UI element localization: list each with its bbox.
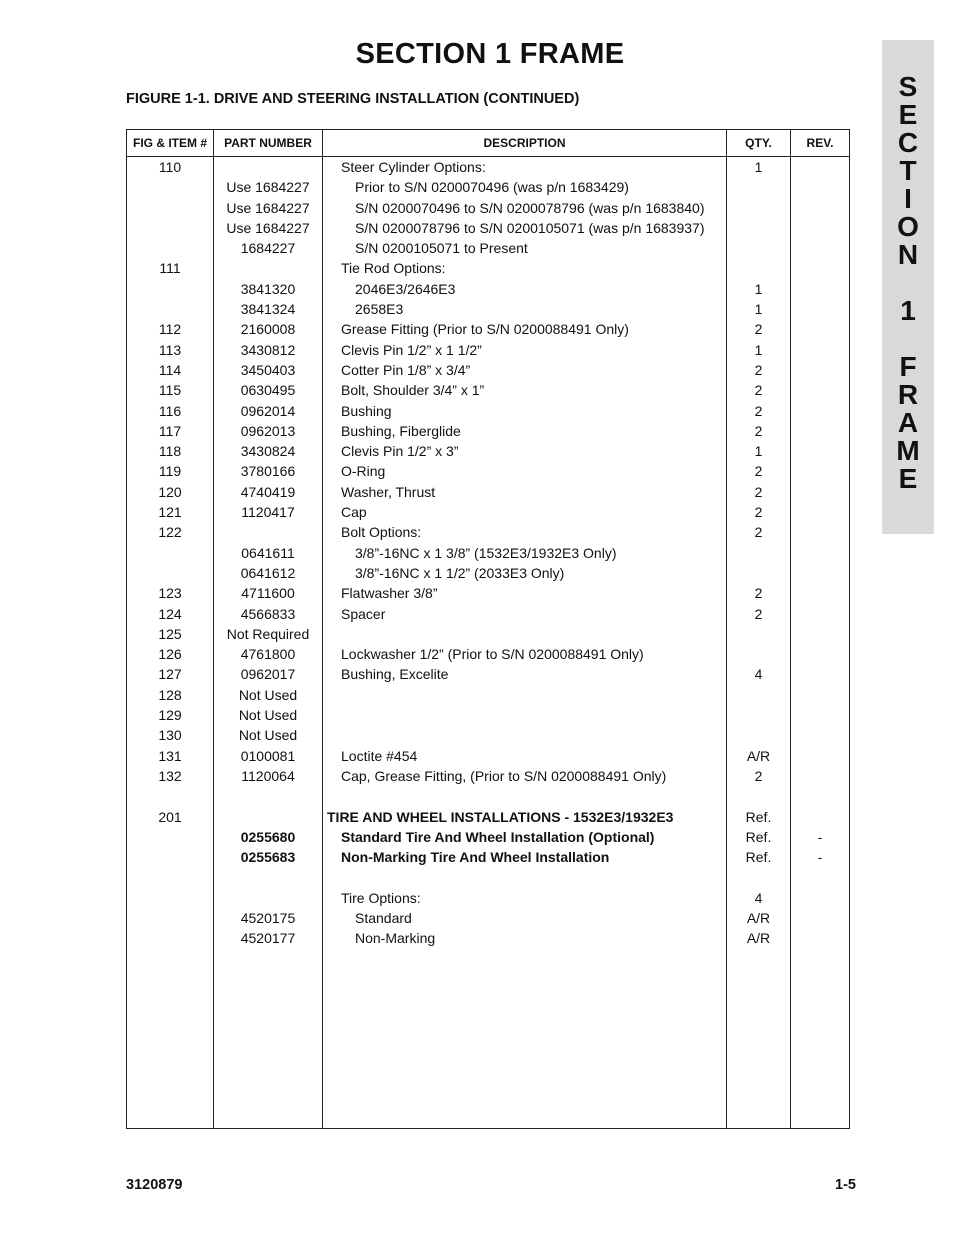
description-cell: Lockwasher 1/2” (Prior to S/N 0200088491 Only) bbox=[341, 646, 644, 663]
description-cell: 3/8”-16NC x 1 1/2” (2033E3 Only) bbox=[355, 564, 565, 581]
fig-cell: 118 bbox=[158, 443, 182, 460]
fig-cell: 113 bbox=[158, 341, 182, 358]
fig-cell: 130 bbox=[158, 727, 182, 744]
fig-cell: 117 bbox=[158, 422, 182, 439]
part-number-cell: Not Required bbox=[226, 625, 310, 642]
fig-cell: 122 bbox=[158, 524, 182, 541]
qty-cell: 1 bbox=[754, 301, 763, 318]
qty-cell: 2 bbox=[754, 483, 763, 500]
part-number-cell: 4566833 bbox=[240, 605, 296, 622]
part-number-cell: 2160008 bbox=[240, 321, 296, 338]
side-tab-letter: I bbox=[904, 183, 912, 214]
fig-cell: 131 bbox=[158, 747, 182, 764]
fig-cell: 121 bbox=[158, 504, 182, 521]
table-body bbox=[127, 157, 849, 949]
part-number-cell: 0100081 bbox=[240, 747, 296, 764]
description-cell: Clevis Pin 1/2” x 3” bbox=[341, 443, 459, 460]
part-number-cell: 0962013 bbox=[240, 422, 296, 439]
fig-cell: 127 bbox=[158, 666, 182, 683]
qty-cell: A/R bbox=[746, 909, 771, 926]
part-number-cell: 0962017 bbox=[240, 666, 296, 683]
table-row bbox=[127, 340, 849, 360]
fig-cell: 111 bbox=[159, 260, 181, 277]
qty-cell: 2 bbox=[754, 585, 763, 602]
table-row bbox=[127, 604, 849, 624]
qty-cell: 4 bbox=[754, 889, 763, 906]
side-tab-letter: E bbox=[898, 463, 918, 494]
part-number-cell: 1120064 bbox=[241, 767, 295, 784]
description-cell: O-Ring bbox=[341, 463, 386, 480]
table-row bbox=[127, 218, 849, 238]
table-row bbox=[127, 157, 849, 177]
table-row bbox=[127, 543, 849, 563]
table-row bbox=[127, 908, 849, 928]
table-row bbox=[127, 482, 849, 502]
description-cell: S/N 0200105071 to Present bbox=[355, 240, 528, 257]
table-row bbox=[127, 664, 849, 684]
fig-cell: 132 bbox=[158, 767, 182, 784]
qty-cell: 1 bbox=[754, 280, 763, 297]
table-row bbox=[127, 441, 849, 461]
fig-cell: 112 bbox=[158, 321, 182, 338]
col-header-rev: REV. bbox=[806, 136, 834, 150]
fig-cell: 126 bbox=[158, 646, 182, 663]
part-number-cell: 0255680 bbox=[240, 828, 296, 845]
table-row bbox=[127, 705, 849, 725]
description-cell: Cap, Grease Fitting, (Prior to S/N 0200088491 Only) bbox=[341, 767, 667, 784]
qty-cell: 2 bbox=[754, 504, 763, 521]
table-row bbox=[127, 827, 849, 847]
qty-cell: 2 bbox=[754, 382, 763, 399]
rev-cell: - bbox=[817, 849, 823, 866]
doc-number: 3120879 bbox=[126, 1177, 183, 1193]
table-row bbox=[127, 258, 849, 278]
qty-cell: Ref. bbox=[745, 828, 772, 845]
description-cell: 2658E3 bbox=[355, 301, 404, 318]
fig-cell: 120 bbox=[158, 483, 182, 500]
part-number-cell: 0630495 bbox=[240, 382, 296, 399]
description-cell: Tire Options: bbox=[341, 889, 421, 906]
qty-cell: 2 bbox=[754, 463, 763, 480]
side-tab-letter: N bbox=[897, 239, 919, 270]
description-cell: Cotter Pin 1/8” x 3/4” bbox=[341, 361, 471, 378]
qty-cell: 1 bbox=[754, 443, 763, 460]
qty-cell: 1 bbox=[754, 341, 763, 358]
description-cell: Bolt, Shoulder 3/4” x 1” bbox=[341, 382, 485, 399]
qty-cell: 2 bbox=[754, 767, 763, 784]
fig-cell: 123 bbox=[158, 585, 182, 602]
part-number-cell: Use 1684227 bbox=[226, 179, 310, 196]
part-number-cell: 3780166 bbox=[240, 463, 296, 480]
part-number-cell: 3430812 bbox=[240, 341, 296, 358]
col-header-part: PART NUMBER bbox=[224, 136, 312, 150]
fig-cell: 125 bbox=[158, 625, 182, 642]
table-row bbox=[127, 401, 849, 421]
table-row bbox=[127, 177, 849, 197]
description-cell: Bushing, Fiberglide bbox=[341, 422, 461, 439]
qty-cell: Ref. bbox=[745, 808, 772, 825]
table-row bbox=[127, 279, 849, 299]
table-row bbox=[127, 238, 849, 258]
part-number-cell: 4520175 bbox=[240, 909, 296, 926]
table-row bbox=[127, 583, 849, 603]
part-number-cell: 0641611 bbox=[241, 544, 295, 561]
figure-caption: FIGURE 1-1. DRIVE AND STEERING INSTALLATION (CONTINUED) bbox=[126, 91, 580, 107]
side-tab-letter: F bbox=[899, 351, 917, 382]
description-cell: Flatwasher 3/8” bbox=[341, 585, 438, 602]
description-cell: TIRE AND WHEEL INSTALLATIONS - 1532E3/1932E3 bbox=[327, 808, 674, 825]
description-cell: Bushing, Excelite bbox=[341, 666, 449, 683]
table-row bbox=[127, 867, 849, 887]
qty-cell: 2 bbox=[754, 422, 763, 439]
fig-cell: 119 bbox=[158, 463, 182, 480]
table-row bbox=[127, 360, 849, 380]
part-number-cell: 3841324 bbox=[240, 301, 296, 318]
description-cell: Washer, Thrust bbox=[341, 483, 436, 500]
description-cell: Steer Cylinder Options: bbox=[341, 159, 486, 175]
part-number-cell: 0255683 bbox=[240, 849, 296, 866]
description-cell: Cap bbox=[341, 504, 367, 521]
description-cell: Loctite #454 bbox=[341, 747, 418, 764]
table-row bbox=[127, 685, 849, 705]
description-cell: Grease Fitting (Prior to S/N 0200088491 Only) bbox=[341, 321, 629, 338]
part-number-cell: 1120417 bbox=[241, 504, 295, 521]
part-number-cell: 1684227 bbox=[240, 240, 296, 257]
table-row bbox=[127, 198, 849, 218]
table-row bbox=[127, 380, 849, 400]
rev-cell: - bbox=[817, 828, 823, 845]
qty-cell: A/R bbox=[746, 930, 771, 947]
section-title: SECTION 1 FRAME bbox=[355, 38, 625, 70]
description-cell: S/N 0200078796 to S/N 0200105071 (was p/n 1683937) bbox=[355, 219, 705, 236]
table-row bbox=[127, 502, 849, 522]
description-cell: Non-Marking Tire And Wheel Installation bbox=[341, 849, 610, 866]
table-row bbox=[127, 928, 849, 948]
qty-cell: A/R bbox=[746, 747, 771, 764]
qty-cell: 4 bbox=[754, 666, 763, 683]
page-number: 1-5 bbox=[835, 1177, 856, 1193]
table-row bbox=[127, 299, 849, 319]
table-row bbox=[127, 888, 849, 908]
description-cell: Bushing bbox=[341, 402, 392, 419]
fig-cell: 115 bbox=[158, 382, 182, 399]
qty-cell: 2 bbox=[754, 361, 763, 378]
description-cell: Spacer bbox=[341, 605, 386, 622]
description-cell: 3/8”-16NC x 1 3/8” (1532E3/1932E3 Only) bbox=[355, 544, 617, 561]
table-row bbox=[127, 725, 849, 745]
side-tab-letter: T bbox=[899, 155, 917, 186]
description-cell: Prior to S/N 0200070496 (was p/n 1683429) bbox=[355, 179, 629, 196]
side-tab-letter: M bbox=[896, 435, 920, 466]
description-cell: Non-Marking bbox=[355, 930, 436, 947]
col-header-qty: QTY. bbox=[745, 136, 772, 150]
fig-cell: 116 bbox=[158, 402, 182, 419]
fig-cell: 201 bbox=[158, 808, 182, 825]
qty-cell: 2 bbox=[754, 321, 763, 338]
parts-table bbox=[126, 129, 850, 1129]
table-row bbox=[127, 319, 849, 339]
table-row bbox=[127, 746, 849, 766]
description-cell: Standard Tire And Wheel Installation (Optional) bbox=[341, 828, 655, 845]
part-number-cell: 4740419 bbox=[240, 483, 296, 500]
fig-cell: 110 bbox=[158, 159, 182, 175]
table-row bbox=[127, 766, 849, 786]
table-row bbox=[127, 624, 849, 644]
side-tab-letter: S bbox=[898, 71, 918, 102]
table-row bbox=[127, 847, 849, 867]
part-number-cell: 0641612 bbox=[240, 564, 296, 581]
section-side-tab bbox=[882, 40, 934, 534]
part-number-cell: 4520177 bbox=[240, 930, 296, 947]
qty-cell: Ref. bbox=[745, 849, 772, 866]
part-number-cell: 0962014 bbox=[240, 402, 296, 419]
qty-cell: 2 bbox=[754, 524, 763, 541]
side-tab-letter: C bbox=[897, 127, 919, 158]
description-cell: Standard bbox=[355, 909, 412, 926]
side-tab-letter: A bbox=[897, 407, 919, 438]
description-cell: S/N 0200070496 to S/N 0200078796 (was p/n 1683840) bbox=[355, 199, 705, 216]
part-number-cell: 3841320 bbox=[240, 280, 296, 297]
side-tab-letter: 1 bbox=[900, 295, 916, 326]
qty-cell: 1 bbox=[754, 159, 763, 175]
table-row bbox=[127, 421, 849, 441]
table-row bbox=[127, 461, 849, 481]
fig-cell: 124 bbox=[158, 605, 182, 622]
part-number-cell: Use 1684227 bbox=[226, 199, 310, 216]
col-header-fig: FIG & ITEM # bbox=[132, 136, 207, 150]
part-number-cell: 3430824 bbox=[240, 443, 296, 460]
table-row bbox=[127, 786, 849, 806]
part-number-cell: 3450403 bbox=[240, 361, 296, 378]
side-tab-letter: O bbox=[897, 211, 919, 242]
description-cell: Tie Rod Options: bbox=[341, 260, 446, 277]
table-row bbox=[127, 522, 849, 542]
side-tab-letters bbox=[882, 73, 934, 493]
table-row bbox=[127, 644, 849, 664]
qty-cell: 2 bbox=[754, 402, 763, 419]
part-number-cell: 4761800 bbox=[240, 646, 296, 663]
description-cell: 2046E3/2646E3 bbox=[355, 280, 456, 297]
part-number-cell: Not Used bbox=[238, 727, 298, 744]
qty-cell: 2 bbox=[754, 605, 763, 622]
part-number-cell: Not Used bbox=[238, 707, 298, 724]
description-cell: Clevis Pin 1/2” x 1 1/2” bbox=[341, 341, 482, 358]
fig-cell: 114 bbox=[158, 361, 182, 378]
side-tab-letter: R bbox=[897, 379, 919, 410]
part-number-cell: Use 1684227 bbox=[226, 219, 310, 236]
part-number-cell: 4711600 bbox=[241, 585, 295, 602]
fig-cell: 128 bbox=[158, 686, 182, 703]
fig-cell: 129 bbox=[158, 707, 182, 724]
table-row bbox=[127, 807, 849, 827]
side-tab-letter: E bbox=[898, 99, 918, 130]
description-cell: Bolt Options: bbox=[341, 524, 422, 541]
part-number-cell: Not Used bbox=[238, 686, 298, 703]
table-row bbox=[127, 563, 849, 583]
col-header-desc: DESCRIPTION bbox=[483, 136, 566, 150]
